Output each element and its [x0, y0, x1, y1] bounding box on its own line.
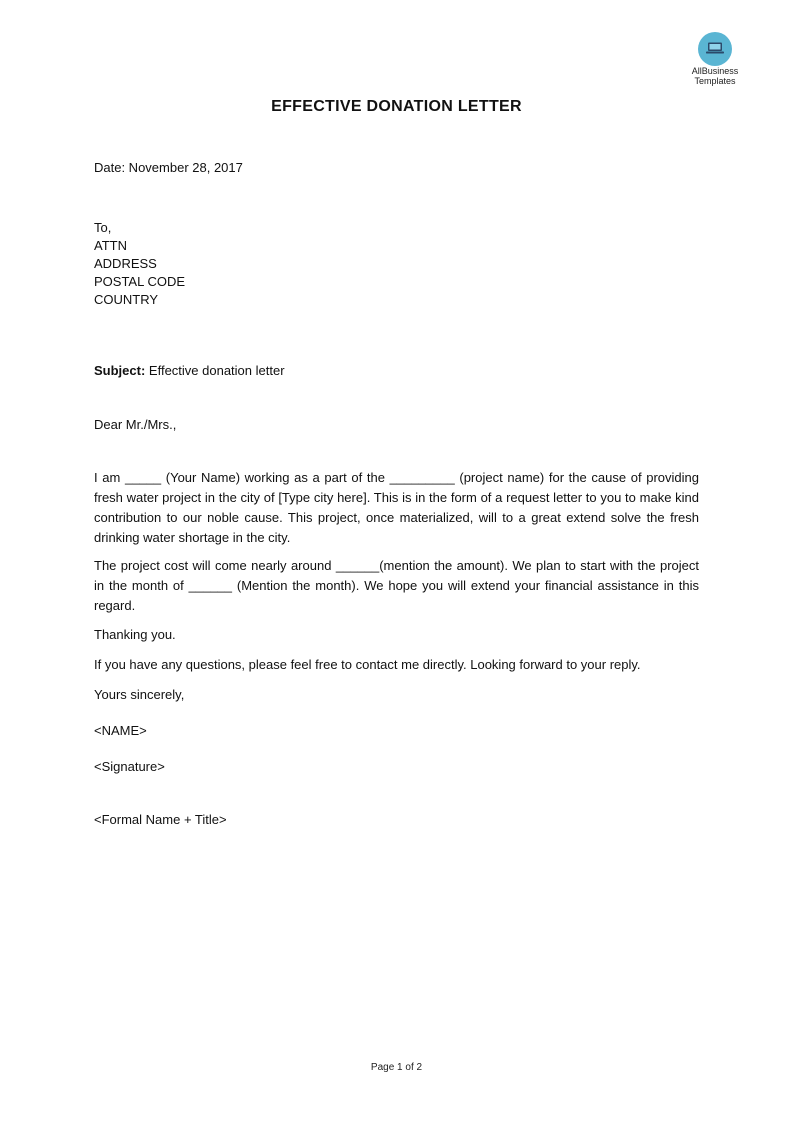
salutation: Dear Mr./Mrs., [94, 417, 177, 432]
brand-name: AllBusiness [691, 66, 739, 76]
recipient-attn: ATTN [94, 238, 127, 253]
formal-name-placeholder: <Formal Name + Title> [94, 812, 227, 827]
questions-line: If you have any questions, please feel free to contact me directly. Looking forward to your reply. [94, 657, 641, 672]
laptop-icon [706, 42, 724, 54]
recipient-to: To, [94, 220, 112, 235]
name-placeholder: <NAME> [94, 723, 147, 738]
recipient-country: COUNTRY [94, 292, 159, 307]
signature-placeholder: <Signature> [94, 759, 165, 774]
logo-badge [698, 32, 732, 66]
page-number: Page 1 of 2 [370, 1062, 423, 1073]
recipient-postal-code: POSTAL CODE [94, 274, 186, 289]
letter-title: EFFECTIVE DONATION LETTER [271, 98, 522, 115]
brand-logo[interactable] [684, 32, 746, 86]
recipient-address: ADDRESS [94, 256, 157, 271]
body-paragraph-2: The project cost will come nearly around ______(mention the amount). We plan to start with the project in the month of ______ (Mention the month). We hope you will extend your financial assistance in this regard. [94, 558, 699, 613]
brand-subtitle: Templates [694, 76, 736, 86]
subject-line [94, 362, 285, 380]
thanks-line: Thanking you. [94, 627, 176, 642]
letter-date: Date: November 28, 2017 [94, 160, 243, 175]
subject-label: Subject: [94, 363, 146, 378]
subject-text: Effective donation letter [145, 363, 285, 378]
closing-line: Yours sincerely, [94, 687, 185, 702]
body-paragraph-1: I am _____ (Your Name) working as a part of the _________ (project name) for the cause of providing fresh water project in the city of [Type city here]. This is in the form of a request letter to you to make kind contribution to our noble cause. This project, once materialized, will to a great extend solve the fresh drinking water shortage in the city. [94, 470, 699, 545]
